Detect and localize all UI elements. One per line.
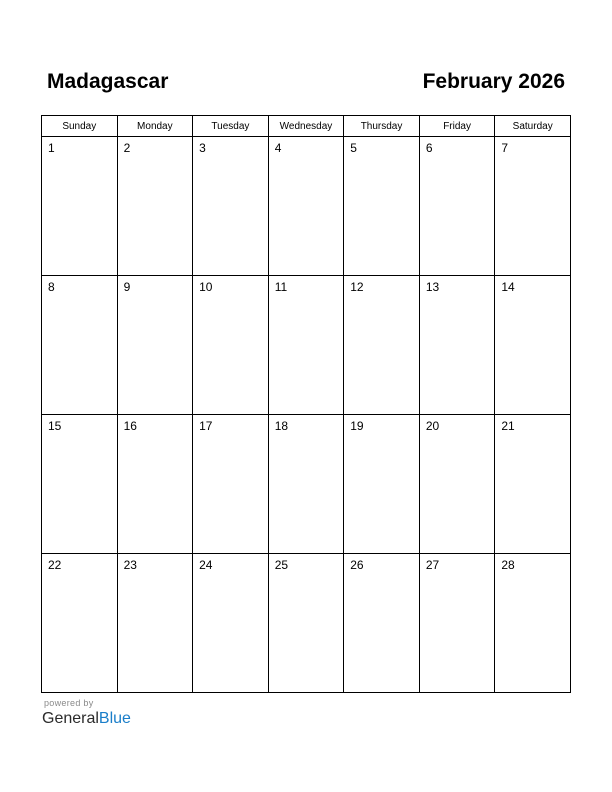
day-number: 28 [501,558,515,572]
weekday-friday: Friday [419,116,495,137]
day-number: 11 [274,280,288,294]
day-cell [495,137,571,276]
day-number: 7 [501,141,509,155]
day-cell [344,554,420,693]
week-row [42,415,571,554]
day-number: 27 [425,558,440,572]
day-cell [344,137,420,276]
week-row [42,554,571,693]
day-cell [495,415,571,554]
day-cell [344,415,420,554]
day-number: 17 [199,419,213,433]
day-cell [42,415,118,554]
powered-by-label: powered by [44,698,94,708]
day-number: 4 [274,141,282,155]
day-number: 20 [425,419,440,433]
day-number: 3 [199,141,206,155]
logo-text-general: General [42,710,99,727]
weekday-sunday: Sunday [42,116,118,137]
day-number: 16 [123,419,137,433]
day-cell [495,554,571,693]
weekday-wednesday: Wednesday [268,116,344,137]
day-number: 26 [350,558,364,572]
day-cell [193,554,269,693]
day-cell [268,415,344,554]
day-cell [117,415,193,554]
logo-text-blue: Blue [98,710,131,727]
day-number: 5 [350,141,357,155]
day-cell [42,276,118,415]
day-number: 21 [501,419,515,433]
day-number: 9 [123,280,131,294]
day-cell [268,554,344,693]
weekday-saturday: Saturday [495,116,571,137]
day-cell [419,276,495,415]
day-number: 6 [425,141,433,155]
day-number: 2 [123,141,131,155]
day-cell [495,276,571,415]
month-calendar-grid [41,115,571,693]
day-cell [344,276,420,415]
weekday-header-row [42,116,571,137]
day-number: 10 [199,280,213,294]
day-number: 8 [48,280,55,294]
day-number: 15 [48,419,62,433]
day-cell [193,276,269,415]
weekday-tuesday: Tuesday [193,116,269,137]
day-number: 18 [274,419,289,433]
day-cell [419,137,495,276]
day-cell [268,276,344,415]
day-number: 23 [123,558,137,572]
weekday-monday: Monday [117,116,193,137]
day-cell [42,554,118,693]
day-number: 25 [274,558,289,572]
day-number: 13 [425,280,440,294]
week-row [42,137,571,276]
day-cell [193,415,269,554]
day-number: 24 [199,558,213,572]
day-cell [117,554,193,693]
week-row [42,276,571,415]
day-number: 22 [48,558,62,572]
calendar-country-title: Madagascar [47,70,169,93]
day-number: 19 [350,419,364,433]
day-number: 1 [48,141,55,155]
day-cell [419,415,495,554]
day-cell [42,137,118,276]
day-number: 14 [501,280,515,294]
day-cell [193,137,269,276]
generalblue-logo[interactable] [42,710,131,728]
day-cell [117,137,193,276]
day-cell [419,554,495,693]
day-cell [117,276,193,415]
day-number: 12 [350,280,364,294]
calendar-month-title: February 2026 [422,70,565,93]
day-cell [268,137,344,276]
weekday-thursday: Thursday [344,116,420,137]
